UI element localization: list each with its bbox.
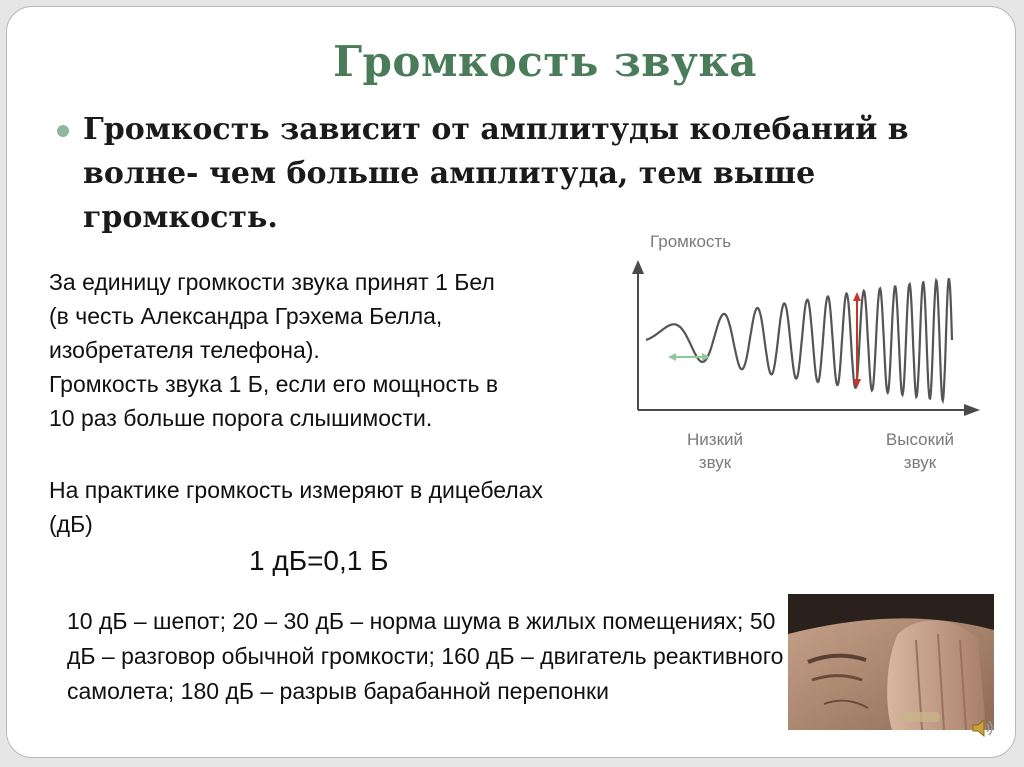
formula: 1 дБ=0,1 Б [249,545,389,576]
low-sound-label-line1: Низкий [687,430,743,449]
high-sound-label [886,430,954,472]
bel-definition [49,265,629,435]
bullet-text: Громкость зависит от амплитуды колебаний в волне- чем больше амплитуда, тем выше громкость. [83,112,909,235]
bel-definition-line: За единицу громкости звука принят 1 Бел [49,269,495,295]
low-sound-label [687,430,743,472]
x-axis-arrow [964,404,980,416]
loudness-diagram [626,222,986,482]
period-marker [668,353,710,361]
bel-definition-line: 10 раз больше порога слышимости. [49,405,433,431]
bullet-dot [57,125,69,137]
bel-definition-line: Громкость звука 1 Б, если его мощность в [49,371,499,397]
bel-definition-line: (в честь Александра Грэхема Белла, [49,303,443,329]
bel-definition-line: изобретателя телефона). [49,337,320,363]
low-sound-label-line2: звук [698,453,732,472]
high-sound-label-line2: звук [903,453,937,472]
person-covering-ear-photo [788,594,994,730]
slide-title: Громкость звука [333,37,757,86]
y-axis-arrow [632,260,644,274]
high-sound-label-line1: Высокий [885,430,955,449]
speaker-icon[interactable] [970,716,994,740]
loudness-levels-text: 10 дБ – шепот; 20 – 30 дБ – норма шума в жилых помещениях; 50 дБ – разговор обычной громкости; 160 дБ – двигатель реактивного самолета; 180 дБ – разрыв барабанной перепонки [67,608,784,704]
decibel-paragraph: На практике громкость измеряют в дицебелах (дБ) [49,477,543,537]
axes [632,260,980,416]
y-axis-label: Громкость [650,232,732,251]
wave-line [646,278,952,400]
